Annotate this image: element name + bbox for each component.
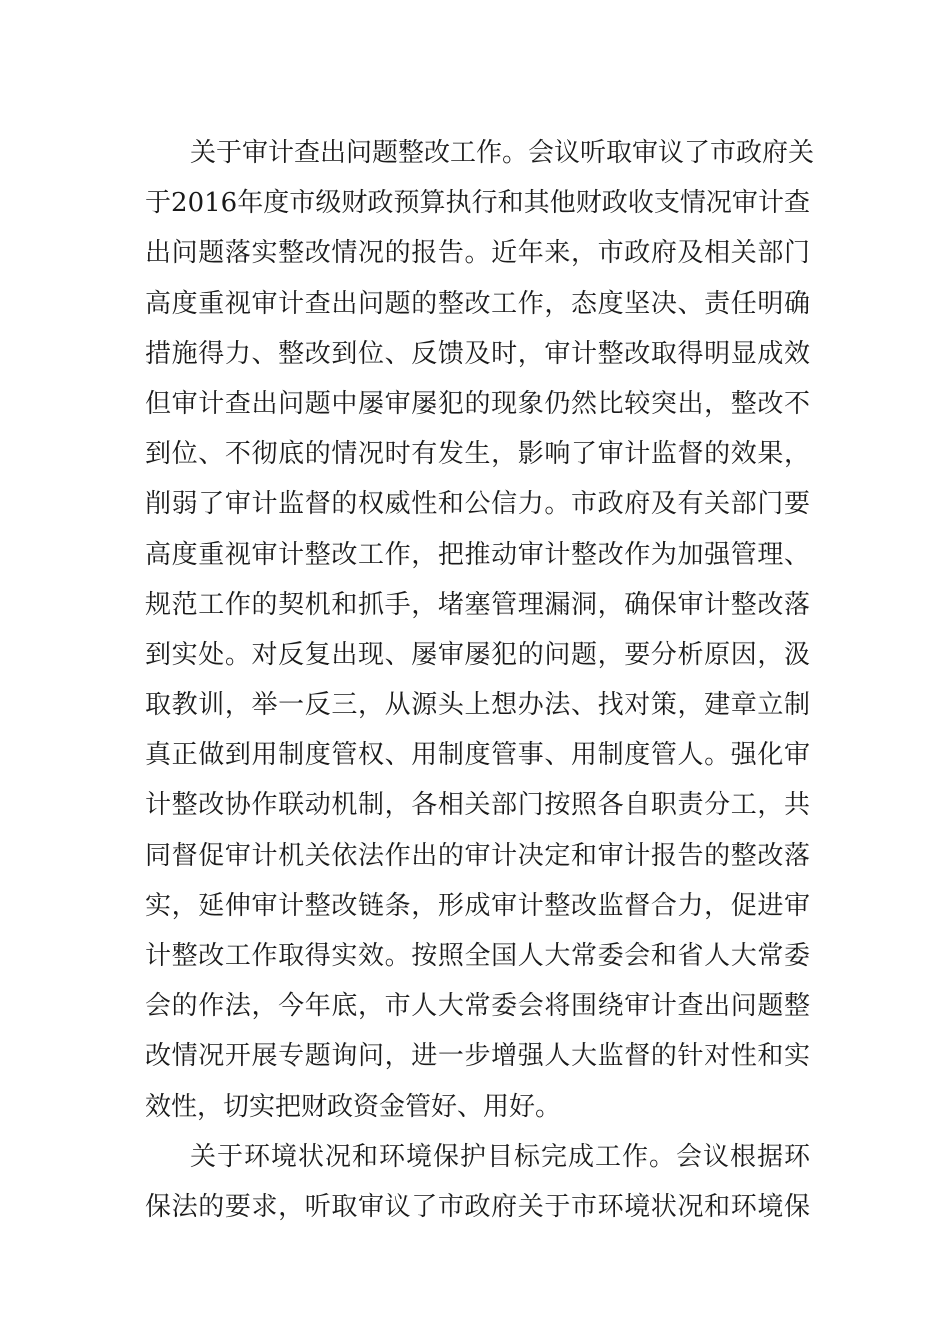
document-body <box>145 128 815 1232</box>
paragraph-line: 削弱了审计监督的权威性和公信力。市政府及有关部门要 <box>145 489 810 520</box>
paragraph-line: 于2016年度市级财政预算执行和其他财政收支情况审计查 <box>145 188 810 219</box>
paragraph-line: 出问题落实整改情况的报告。近年来，市政府及相关部门 <box>145 238 810 269</box>
paragraph-line: 取教训，举一反三，从源头上想办法、找对策，建章立制 <box>145 690 810 721</box>
paragraph-line: 实，延伸审计整改链条，形成审计整改监督合力，促进审 <box>145 890 810 921</box>
paragraph-line: 到实处。对反复出现、屡审屡犯的问题，要分析原因，汲 <box>145 639 810 670</box>
paragraph-line: 关于审计查出问题整改工作。会议听取审议了市政府关 <box>190 138 815 168</box>
paragraph-line: 计整改协作联动机制，各相关部门按照各自职责分工，共 <box>145 790 810 821</box>
paragraph-line: 会的作法，今年底，市人大常委会将围绕审计查出问题整 <box>145 991 810 1022</box>
paragraph-line: 高度重视审计整改工作，把推动审计整改作为加强管理、 <box>145 539 810 570</box>
paragraph-line: 真正做到用制度管权、用制度管事、用制度管人。强化审 <box>145 740 810 771</box>
paragraph-line: 但审计查出问题中屡审屡犯的现象仍然比较突出，整改不 <box>145 388 810 419</box>
paragraph-audit-rectification <box>145 128 815 1132</box>
paragraph-line: 保法的要求，听取审议了市政府关于市环境状况和环境保 <box>145 1191 810 1222</box>
paragraph-line: 措施得力、整改到位、反馈及时，审计整改取得明显成效 <box>145 338 810 369</box>
paragraph-line: 计整改工作取得实效。按照全国人大常委会和省人大常委 <box>145 941 810 971</box>
paragraph-line: 关于环境状况和环境保护目标完成工作。会议根据环 <box>190 1141 810 1172</box>
paragraph-line: 效性，切实把财政资金管好、用好。 <box>145 1091 562 1122</box>
paragraph-line: 同督促审计机关依法作出的审计决定和审计报告的整改落 <box>145 840 810 871</box>
paragraph-line: 改情况开展专题询问，进一步增强人大监督的针对性和实 <box>145 1041 810 1072</box>
paragraph-environment-protection <box>145 1132 810 1232</box>
paragraph-line: 到位、不彻底的情况时有发生，影响了审计监督的效果， <box>145 439 810 470</box>
paragraph-line: 高度重视审计查出问题的整改工作，态度坚决、责任明确 <box>145 288 810 319</box>
paragraph-line: 规范工作的契机和抓手，堵塞管理漏洞，确保审计整改落 <box>145 589 810 620</box>
